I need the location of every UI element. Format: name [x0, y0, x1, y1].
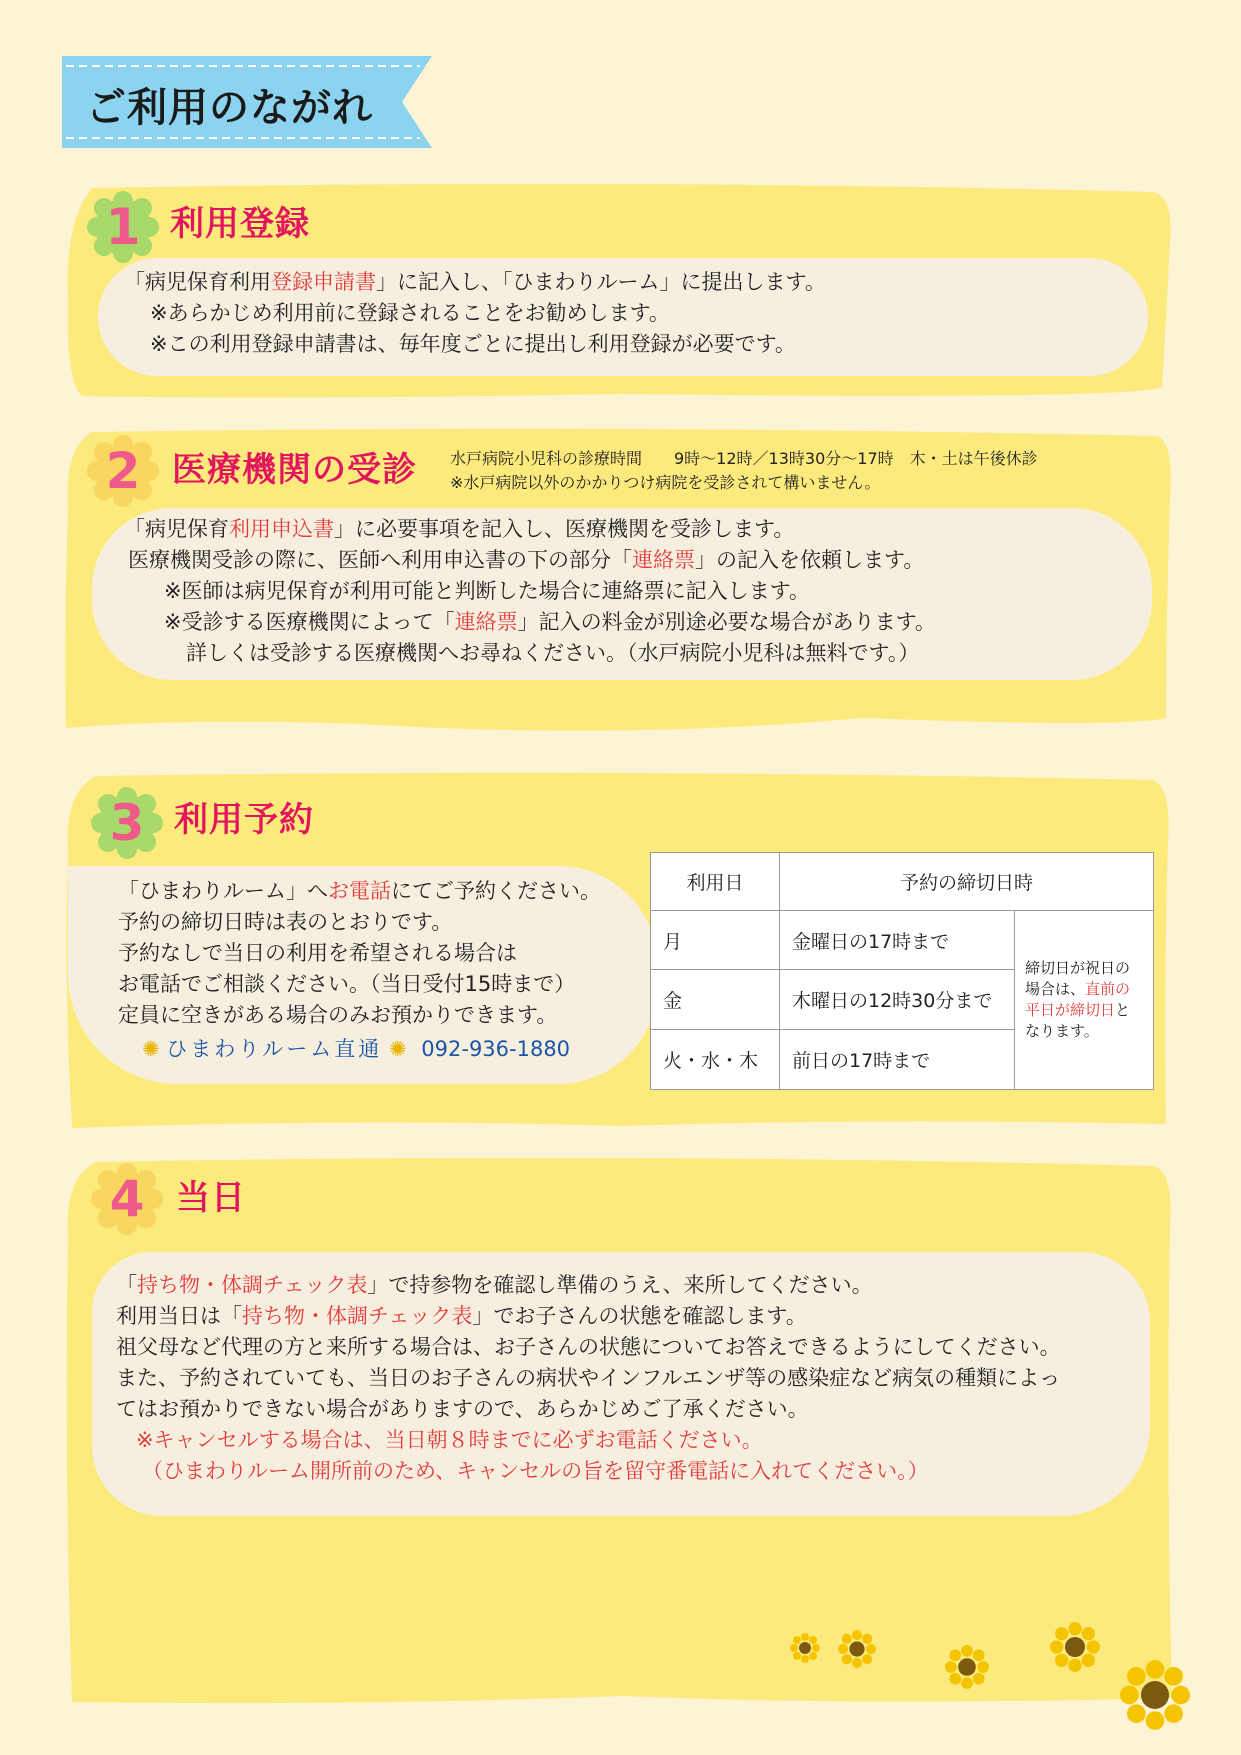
- step2-hours-note: 水戸病院小児科の診療時間 9時〜12時／13時30分〜17時 木・土は午後休診: [450, 449, 1038, 468]
- row-deadline: 金曜日の17時まで: [780, 910, 1015, 970]
- row-day: 金: [651, 970, 780, 1030]
- step3-phone-line: [118, 1034, 601, 1065]
- step4-line5: てはお預かりできない場合がありますので、あらかじめご了承ください。: [116, 1397, 809, 1421]
- step2-line5: 詳しくは受診する医療機関へお尋ねください。（水戸病院小児科は無料です。）: [186, 641, 920, 665]
- phone-label: ひまわりルーム直通: [166, 1037, 383, 1061]
- step1-section: [62, 182, 1172, 402]
- step4-line6: ※キャンセルする場合は、当日朝８時までに必ずお電話ください。: [136, 1428, 763, 1452]
- step4-line3: 祖父母など代理の方と来所する場合は、お子さんの状態についてお答えできるようにしてください。: [116, 1335, 1061, 1359]
- step2-badge: [86, 434, 160, 508]
- step1-line3: ※この利用登録申請書は、毎年度ごとに提出し利用登録が必要です。: [150, 332, 796, 356]
- step2-number: 2: [105, 442, 141, 500]
- table-header-row: [651, 853, 1154, 911]
- step1-text: [124, 267, 826, 360]
- step3-badge: [90, 786, 164, 860]
- step4-line2: 利用当日は「持ち物・体調チェック表」でお子さんの状態を確認します。: [116, 1304, 807, 1328]
- step3-text: [118, 876, 601, 1065]
- step3-title: 利用予約: [174, 800, 314, 840]
- sunflower-icon: [1120, 1660, 1190, 1730]
- step4-line1: 「持ち物・体調チェック表」で持参物を確認し準備のうえ、来所してください。: [116, 1273, 873, 1297]
- header-day: 利用日: [651, 853, 780, 911]
- step3-line3: 予約なしで当日の利用を希望される場合は: [118, 941, 517, 965]
- step2-line1: 「病児保育利用申込書」に必要事項を記入し、医療機関を受診します。: [124, 517, 795, 541]
- step4-number: 4: [109, 1170, 145, 1228]
- step4-badge: [90, 1162, 164, 1236]
- step3-number: 3: [109, 794, 145, 852]
- table-row: [651, 910, 1154, 970]
- title-banner: [62, 56, 432, 148]
- deadline-table: [650, 852, 1154, 1090]
- sunflower-icon: [1050, 1622, 1100, 1672]
- step4-title: 当日: [176, 1178, 246, 1218]
- step3-line4: お電話でご相談ください。（当日受付15時まで）: [118, 972, 576, 996]
- sunflower-icon: ✺: [142, 1037, 160, 1061]
- step2-section: [62, 428, 1172, 740]
- row-day: 火・水・木: [651, 1030, 780, 1090]
- page-title: ご利用のながれ: [86, 85, 373, 131]
- step4-section: [62, 1158, 1172, 1710]
- step1-line2: ※あらかじめ利用前に登録されることをお勧めします。: [150, 301, 670, 325]
- step2-other-note: ※水戸病院以外のかかりつけ病院を受診されて構いません。: [450, 473, 881, 492]
- step2-line2: 医療機関受診の際に、医師へ利用申込書の下の部分「連絡票」の記入を依頼します。: [128, 548, 925, 572]
- step3-line2: 予約の締切日時は表のとおりです。: [118, 910, 453, 934]
- step4-text: [116, 1270, 1061, 1487]
- sunflower-icon: [945, 1645, 989, 1689]
- step3-line5: 定員に空きがある場合のみお預かりできます。: [118, 1003, 558, 1027]
- step2-title: 医療機関の受診: [172, 450, 417, 490]
- step2-text: [124, 514, 936, 669]
- step4-line4: また、予約されていても、当日のお子さんの病状やインフルエンザ等の感染症など病気の種類によっ: [116, 1366, 1061, 1390]
- row-deadline: 前日の17時まで: [780, 1030, 1015, 1090]
- step1-badge: [86, 190, 160, 264]
- step1-title: 利用登録: [170, 204, 310, 244]
- step3-line1: 「ひまわりルーム」へお電話にてご予約ください。: [118, 879, 601, 903]
- step2-line3: ※医師は病児保育が利用可能と判断した場合に連絡票に記入します。: [164, 579, 810, 603]
- step1-line1: 「病児保育利用登録申請書」に記入し、「ひまわりルーム」に提出します。: [124, 270, 826, 294]
- row-deadline: 木曜日の12時30分まで: [780, 970, 1015, 1030]
- sunflower-icon: ✺: [388, 1037, 407, 1061]
- step1-number: 1: [105, 198, 141, 256]
- sunflower-icon: [790, 1633, 820, 1663]
- row-day: 月: [651, 910, 780, 970]
- sunflower-icon: [838, 1630, 876, 1668]
- step2-line4: ※受診する医療機関によって「連絡票」記入の料金が別途必要な場合があります。: [164, 610, 936, 634]
- phone-number[interactable]: 092-936-1880: [421, 1037, 571, 1061]
- step4-line7: （ひまわりルーム開所前のため、キャンセルの旨を留守番電話に入れてください。）: [142, 1459, 929, 1483]
- header-deadline: 予約の締切日時: [780, 853, 1154, 911]
- holiday-note: 締切日が祝日の場合は、直前の平日が締切日となります。: [1015, 910, 1154, 1089]
